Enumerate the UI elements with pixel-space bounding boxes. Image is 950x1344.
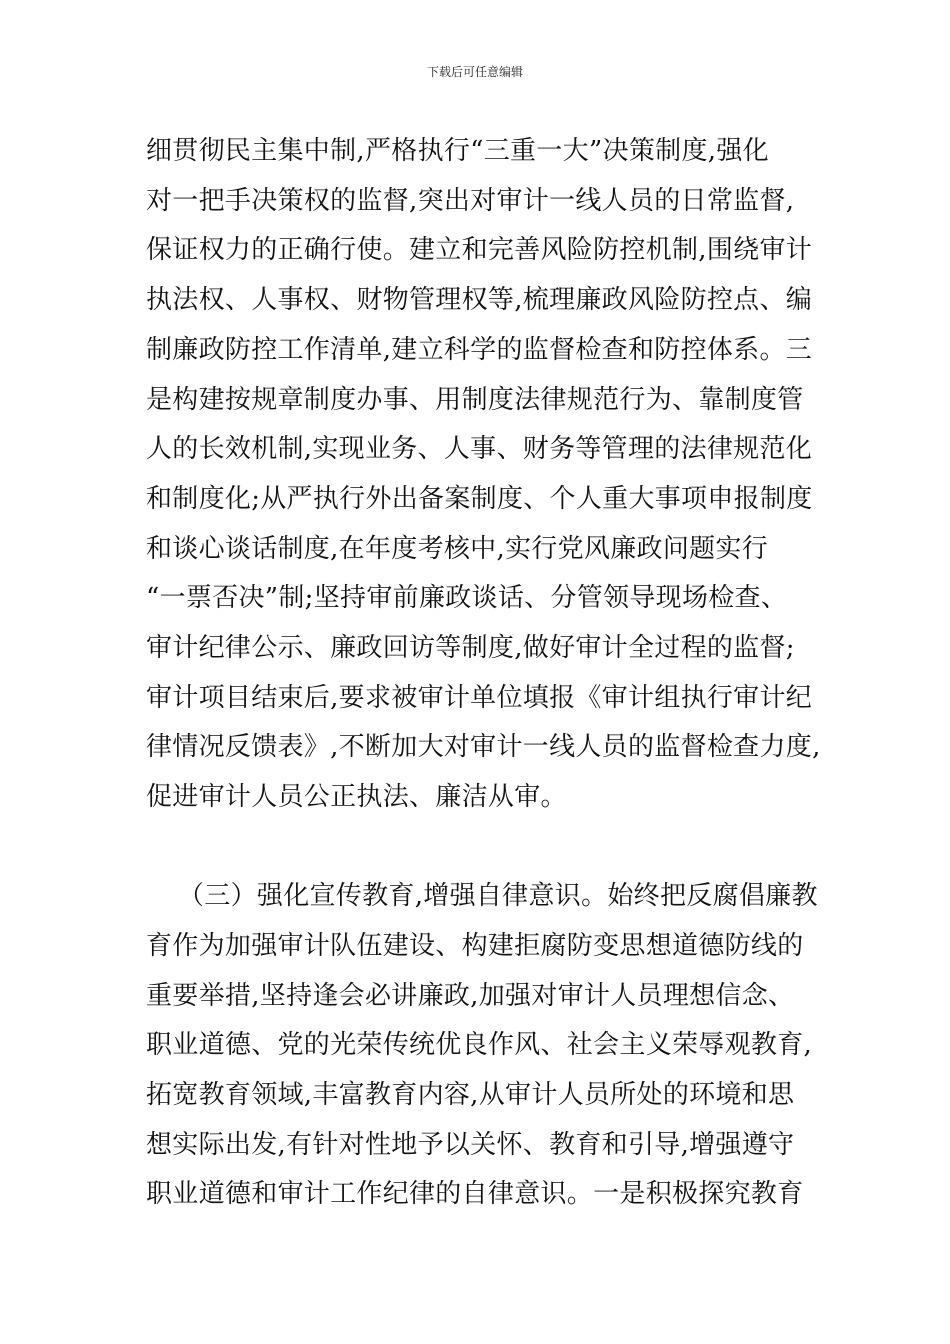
page-header: 下载后可任意编辑 bbox=[426, 65, 523, 79]
text-line: 制廉政防控工作清单,建立科学的监督检查和防控体系。三 bbox=[146, 335, 813, 365]
text-line: 和谈心谈话制度,在年度考核中,实行党风廉政问题实行 bbox=[146, 534, 769, 564]
text-line: 细贯彻民主集中制,严格执行“三重一大”决策制度,强化 bbox=[146, 136, 769, 166]
text-line: 人的长效机制,实现业务、人事、财务等管理的法律规范化 bbox=[146, 434, 813, 464]
text-line: 职业道德、党的光荣传统优良作风、社会主义荣辱观教育, bbox=[146, 1030, 813, 1060]
text-line: 律情况反馈表》,不断加大对审计一线人员的监督检查力度, bbox=[146, 732, 821, 762]
text-line: 职业道德和审计工作纪律的自律意识。一是积极探究教育 bbox=[146, 1179, 804, 1209]
text-line: 促进审计人员公正执法、廉洁从审。 bbox=[146, 782, 567, 812]
text-line: 想实际出发,有针对性地予以关怀、教育和引导,增强遵守 bbox=[146, 1130, 795, 1160]
text-line: “一票否决”制;坚持审前廉政谈话、分管领导现场检查、 bbox=[146, 583, 788, 613]
text-line: 审计项目结束后,要求被审计单位填报《审计组执行审计纪 bbox=[146, 683, 813, 713]
text-line: 审计纪律公示、廉政回访等制度,做好审计全过程的监督; bbox=[146, 633, 795, 663]
text-line: 对一把手决策权的监督,突出对审计一线人员的日常监督, bbox=[146, 186, 795, 216]
text-line: 执法权、人事权、财物管理权等,梳理廉政风险防控点、编 bbox=[146, 285, 813, 315]
text-line: 重要举措,坚持逢会必讲廉政,加强对审计人员理想信念、 bbox=[146, 981, 795, 1011]
text-line: 育作为加强审计队伍建设、构建拒腐防变思想道德防线的 bbox=[146, 931, 804, 961]
text-line: 保证权力的正确行使。建立和完善风险防控机制,围绕审计 bbox=[146, 235, 813, 265]
text-line: 拓宽教育领域,丰富教育内容,从审计人员所处的环境和思 bbox=[146, 1080, 795, 1110]
text-line: 是构建按规章制度办事、用制度法律规范行为、靠制度管 bbox=[146, 385, 804, 415]
text-line: 和制度化;从严执行外出备案制度、个人重大事项申报制度 bbox=[146, 484, 813, 514]
text-line: （三）强化宣传教育,增强自律意识。始终把反腐倡廉教 bbox=[178, 881, 818, 911]
